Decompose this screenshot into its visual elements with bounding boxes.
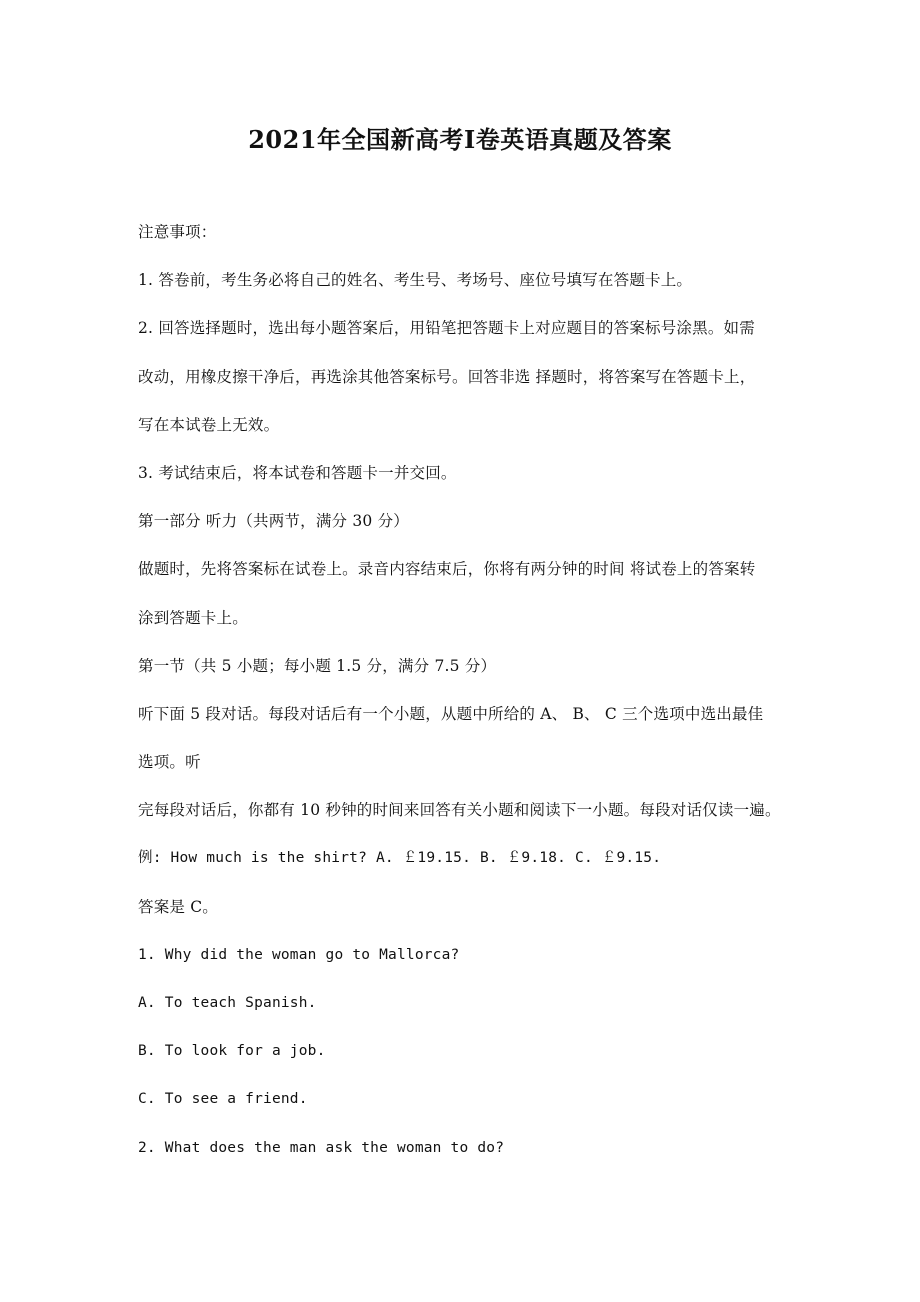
part-one-instruction-line-2: 涂到答题卡上。 (138, 608, 248, 627)
question-1-option-b: B. To look for a job. (138, 1043, 326, 1060)
question-1: 1. Why did the woman go to Mallorca? (138, 946, 460, 963)
question-1-option-a: A. To teach Spanish. (138, 995, 317, 1011)
question-1-option-c: C. To see a friend. (138, 1091, 308, 1108)
document-body (138, 220, 798, 1184)
section-one-heading: 第一节（共 5 小题；每小题 1.5 分，满分 7.5 分） (138, 656, 497, 675)
notice-item-1: 1. 答卷前，考生务必将自己的姓名、考生号、考场号、座位号填写在答题卡上。 (138, 271, 693, 290)
part-one-heading: 第一部分 听力（共两节，满分 30 分） (138, 512, 410, 531)
notice-item-2-line-1: 2. 回答选择题时，选出每小题答案后，用铅笔把答题卡上对应题目的答案标号涂黑。如需 (138, 319, 755, 338)
document-title: 2021年全国新高考Ⅰ卷英语真题及答案 (248, 125, 672, 154)
part-one-instruction-line-1: 做题时，先将答案标在试卷上。录音内容结束后，你将有两分钟的时间 将试卷上的答案转 (138, 560, 756, 579)
example-answer: 答案是 C。 (138, 897, 218, 916)
notice-item-2-line-2: 改动，用橡皮擦干净后，再选涂其他答案标号。回答非选 择题时，将答案写在答题卡上， (138, 367, 756, 386)
notice-item-2-line-3: 写在本试卷上无效。 (138, 415, 280, 434)
section-one-instruction-line-2: 选项。听 (138, 753, 201, 772)
section-one-instruction-line-3: 完每段对话后，你都有 10 秒钟的时间来回答有关小题和阅读下一小题。每段对话仅读一遍。 (138, 801, 781, 820)
example-question: 例: How much is the shirt? A. ￡19.15. B. ￡9.18. C. ￡9.15. (138, 850, 662, 867)
notice-heading: 注意事项： (138, 223, 217, 241)
section-one-instruction-line-1: 听下面 5 段对话。每段对话后有一个小题，从题中所给的 A、 B、 C 三个选项中选出最佳 (138, 704, 764, 723)
notice-item-3: 3. 考试结束后，将本试卷和答题卡一并交回。 (138, 463, 457, 482)
question-2: 2. What does the man ask the woman to do? (138, 1139, 505, 1156)
